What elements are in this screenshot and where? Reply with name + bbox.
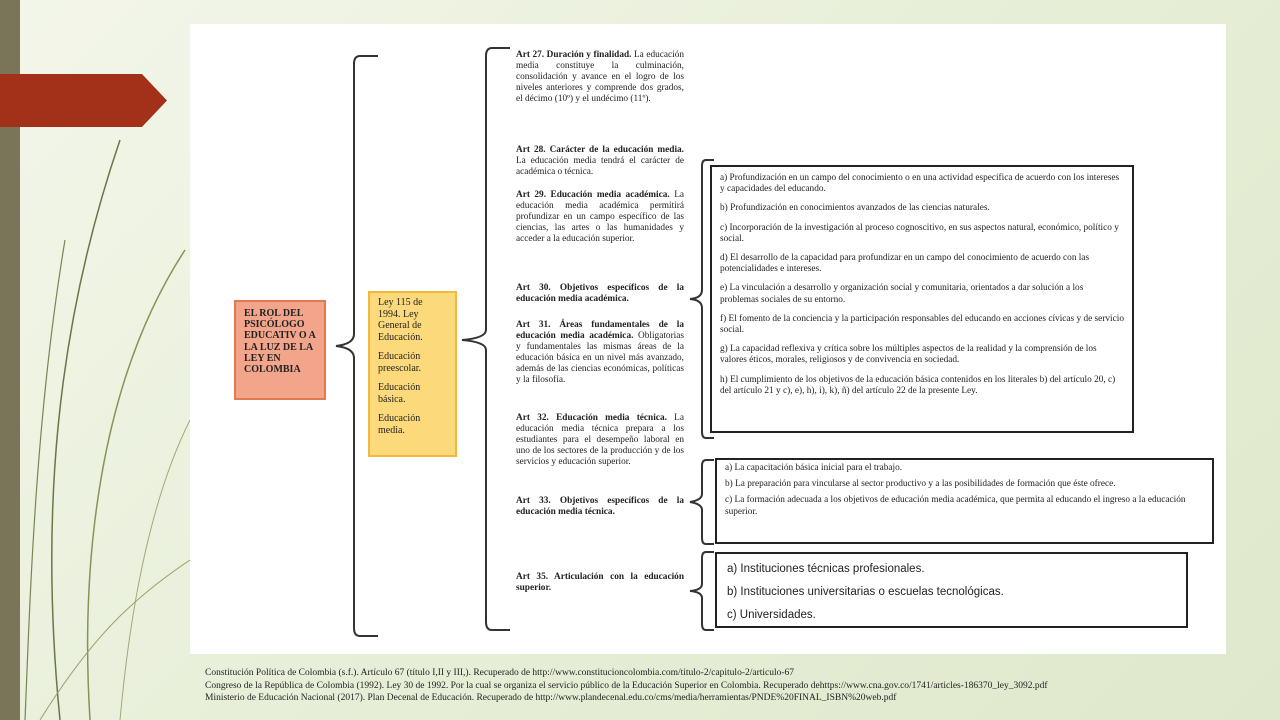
article-33 bbox=[516, 496, 684, 518]
law-box bbox=[368, 291, 457, 457]
law-item: Educación básica. bbox=[378, 382, 421, 405]
article-body: La educación media académica permitirá profundizar en un campo específico de las ciencias, las artes o las humanidades y acceder a la educación superior. bbox=[516, 190, 684, 244]
article-31 bbox=[516, 320, 684, 386]
reference-line: Constitución Política de Colombia (s.f.). Artículo 67 (título I,II y III,). Recuperado de http://www.constitucioncolombia.com/titulo-2/capitulo-2/articulo-67 bbox=[205, 668, 795, 678]
article-28 bbox=[516, 145, 684, 178]
article-27 bbox=[516, 50, 684, 105]
institution-item: a) Instituciones técnicas profesionales. bbox=[727, 563, 925, 575]
objective-item: f) El fomento de la conciencia y la participación responsables del educando en acciones cívicas y de servicio social. bbox=[720, 313, 1124, 336]
article-heading: Art 27. Duración y finalidad. bbox=[516, 50, 632, 60]
objective-item: b) Profundización en conocimientos avanzados de las ciencias naturales. bbox=[720, 203, 990, 214]
article-body: La educación media constituye la culminación, consolidación y avance en el logro de los niveles anteriores y comprende dos grados, el décimo (10º) y el undécimo (11º). bbox=[516, 50, 685, 104]
slide-diagram bbox=[190, 24, 1226, 654]
article-heading: Art 33. Objetivos específicos de la educación media técnica. bbox=[516, 496, 684, 517]
brace-articles bbox=[456, 46, 512, 632]
article-heading: Art 28. Carácter de la educación media. bbox=[516, 145, 684, 155]
objective-item: c) La formación adecuada a los objetivos de educación media académica, que permita al educando el ingreso a la educación superior. bbox=[725, 495, 1186, 517]
references bbox=[205, 667, 1245, 705]
objective-item: g) La capacidad reflexiva y crítica sobre los múltiples aspectos de la realidad y la comprensión de los valores éticos, morales, religiosos y de convivencia en sociedad. bbox=[720, 344, 1097, 366]
objectives-academic-box bbox=[710, 165, 1134, 433]
article-heading: Art 29. Educación media académica. bbox=[516, 190, 670, 200]
title-text: EL ROL DEL PSICÓLOGO EDUCATIV O A LA LUZ DE LA LEY EN COLOMBIA bbox=[244, 308, 316, 376]
objective-item: d) El desarrollo de la capacidad para profundizar en un campo del conocimiento de acuerdo con las potencialidades e intereses. bbox=[720, 253, 1090, 275]
brace-objectives-technical bbox=[686, 458, 716, 546]
law-item: Educación media. bbox=[378, 413, 421, 436]
objective-item: c) Incorporación de la investigación al proceso cognoscitivo, en sus aspectos natural, económico, político y social. bbox=[720, 222, 1119, 244]
objective-item: h) El cumplimiento de los objetivos de la educación básica contenidos en los literales b) del artículo 20, c) del artículo 21 y c), e), h), i), k), ñ) del artículo 22 de la presente Ley. bbox=[720, 374, 1116, 396]
article-heading: Art 35. Articulación con la educación superior. bbox=[516, 572, 684, 593]
article-body: La educación media técnica prepara a los estudiantes para el desempeño laboral en uno de los sectores de la producción y de los servicios y educación superior. bbox=[516, 413, 684, 467]
objective-item: a) Profundización en un campo del conocimiento o en una actividad específica de acuerdo con los intereses y capacidades del educando. bbox=[720, 173, 1120, 195]
article-body: Obligatorias y fundamentales las mismas áreas de la educación básica en un nivel más avanzado, además de las ciencias económicas, políticas y la filosofía. bbox=[516, 331, 684, 385]
article-35 bbox=[516, 572, 684, 594]
article-body: La educación media tendrá el carácter de académica o técnica. bbox=[516, 156, 684, 177]
reference-line: Ministerio de Educación Nacional (2017). Plan Decenal de Educación. Recuperado de http://www.plandecenal.edu.co/cms/media/herramientas/PNDE%20FINAL_ISBN%20web.pdf bbox=[205, 693, 897, 703]
article-30 bbox=[516, 283, 684, 305]
title-box bbox=[234, 300, 326, 400]
institutions-box bbox=[715, 552, 1188, 628]
decorative-swirls bbox=[0, 0, 190, 720]
article-heading: Art 30. Objetivos específicos de la educación media académica. bbox=[516, 283, 684, 304]
objective-item: a) La capacitación básica inicial para el trabajo. bbox=[725, 463, 903, 473]
institution-item: c) Universidades. bbox=[727, 609, 816, 621]
brace-institutions bbox=[686, 550, 716, 632]
reference-line: Congreso de la República de Colombia (1992). Ley 30 de 1992. Por la cual se organiza el servicio público de la Educación Superior en Colombia. Recuperado dehttps://www.cna.gov.co/1741/articles-186370_ley_3092.pdf bbox=[205, 680, 1048, 691]
objective-item: e) La vinculación a desarrollo y organización social y comunitaria, orientados a dar solución a los problemas sociales de su entorno. bbox=[720, 283, 1084, 305]
article-32 bbox=[516, 413, 684, 468]
article-heading: Art 32. Educación media técnica. bbox=[516, 413, 667, 423]
article-29 bbox=[516, 190, 684, 245]
law-item: Educación preescolar. bbox=[378, 351, 422, 374]
objectives-technical-box bbox=[715, 458, 1214, 544]
institution-item: b) Instituciones universitarias o escuelas tecnológicas. bbox=[727, 586, 1004, 598]
objective-item: b) La preparación para vincularse al sector productivo y a las posibilidades de formación que éste ofrece. bbox=[725, 479, 1116, 490]
law-item: Ley 115 de 1994. Ley General de Educación. bbox=[378, 297, 423, 343]
article-heading: Art 31. Áreas fundamentales de la educación media académica. bbox=[516, 320, 684, 341]
